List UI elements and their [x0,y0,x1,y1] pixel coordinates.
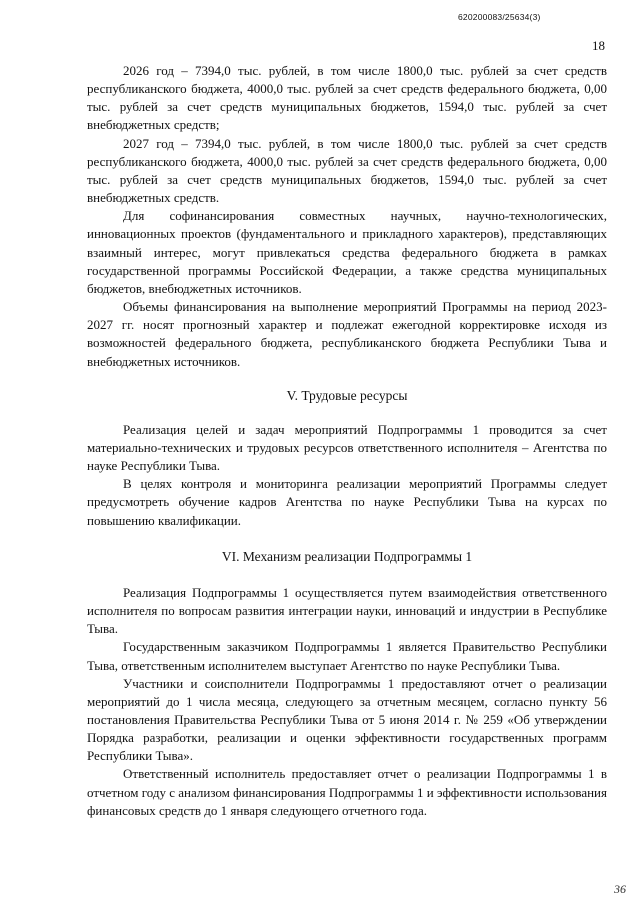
paragraph-state-customer: Государственным заказчиком Подпрограммы 1 является Правительство Республики Тыва, ответственным исполнителем выступает Агентство по науке Республики Тыва. [87,639,607,673]
document-id: 620200083/25634(3) [458,12,541,22]
paragraph-implementation: Реализация Подпрограммы 1 осуществляется путем взаимодействия ответственного исполнителя по вопросам развития интеграции науки, инноваций и индустрии в Республике Тыва. [87,584,607,637]
paragraph-labor-resources: Реализация целей и задач мероприятий Подпрограммы 1 проводится за счет материально-технических и трудовых ресурсов ответственного исполнителя – Агентства по науке Республики Тыва. [87,421,607,474]
paragraph-2027-funding: 2027 год – 7394,0 тыс. рублей, в том числе 1800,0 тыс. рублей за счет средств республиканского бюджета, 4000,0 тыс. рублей за счет средств федерального бюджета, 0,00 тыс. рублей за счет средств муниципальных бюджетов, 1594,0 тыс. рублей за счет внебюджетных средств. [87,135,607,206]
handwritten-page-mark: 36 [614,882,626,896]
paragraph-2026-funding: 2026 год – 7394,0 тыс. рублей, в том числе 1800,0 тыс. рублей за счет средств республиканского бюджета, 4000,0 тыс. рублей за счет средств федерального бюджета, 0,00 тыс. рублей за счет средств муниципальных бюджетов, 1594,0 тыс. рублей за счет внебюджетных средств; [87,63,607,133]
section-title-labor-resources: V. Трудовые ресурсы [286,387,408,403]
document-body [87,62,607,820]
section-title-implementation-mechanism: VI. Механизм реализации Подпрограммы 1 [221,548,473,564]
paragraph-cofinancing: Для софинансирования совместных научных, научно-технологических, инновационных проектов (фундаментального и прикладного характеров), представляющих взаимный интерес, могут привлекаться средства федерального бюджета в рамках государственной программы Российской Федерации, а также средства муниципальных бюджетов, внебюджетных источников. [87,208,607,296]
paragraph-executor-report: Ответственный исполнитель предоставляет отчет о реализации Подпрограммы 1 в отчетном году с анализом финансирования Подпрограммы 1 и эффективности использования финансовых средств до 1 января следующего отчетного года. [87,766,607,818]
paragraph-participants-report: Участники и соисполнители Подпрограммы 1 предоставляют отчет о реализации мероприятий до 1 числа месяца, следующего за отчетным месяцем, согласно пункту 56 постановления Правительства Республики Тыва от 5 июня 2014 г. № 259 «Об утверждении Порядка разработки, реализации и оценки эффективности государственных программ Республики Тыва». [87,675,607,764]
page-number: 18 [592,38,605,53]
paragraph-funding-volumes: Объемы финансирования на выполнение мероприятий Программы на период 2023-2027 гг. носят прогнозный характер и подлежат ежегодной корректировке исходя из возможностей федерального бюджета, республиканского бюджета Республики Тыва и внебюджетных источников. [87,299,607,369]
paragraph-staff-training: В целях контроля и мониторинга реализации мероприятий Программы следует предусмотреть обучение кадров Агентства по науке Республики Тыва на курсах по повышению квалификации. [87,476,607,528]
